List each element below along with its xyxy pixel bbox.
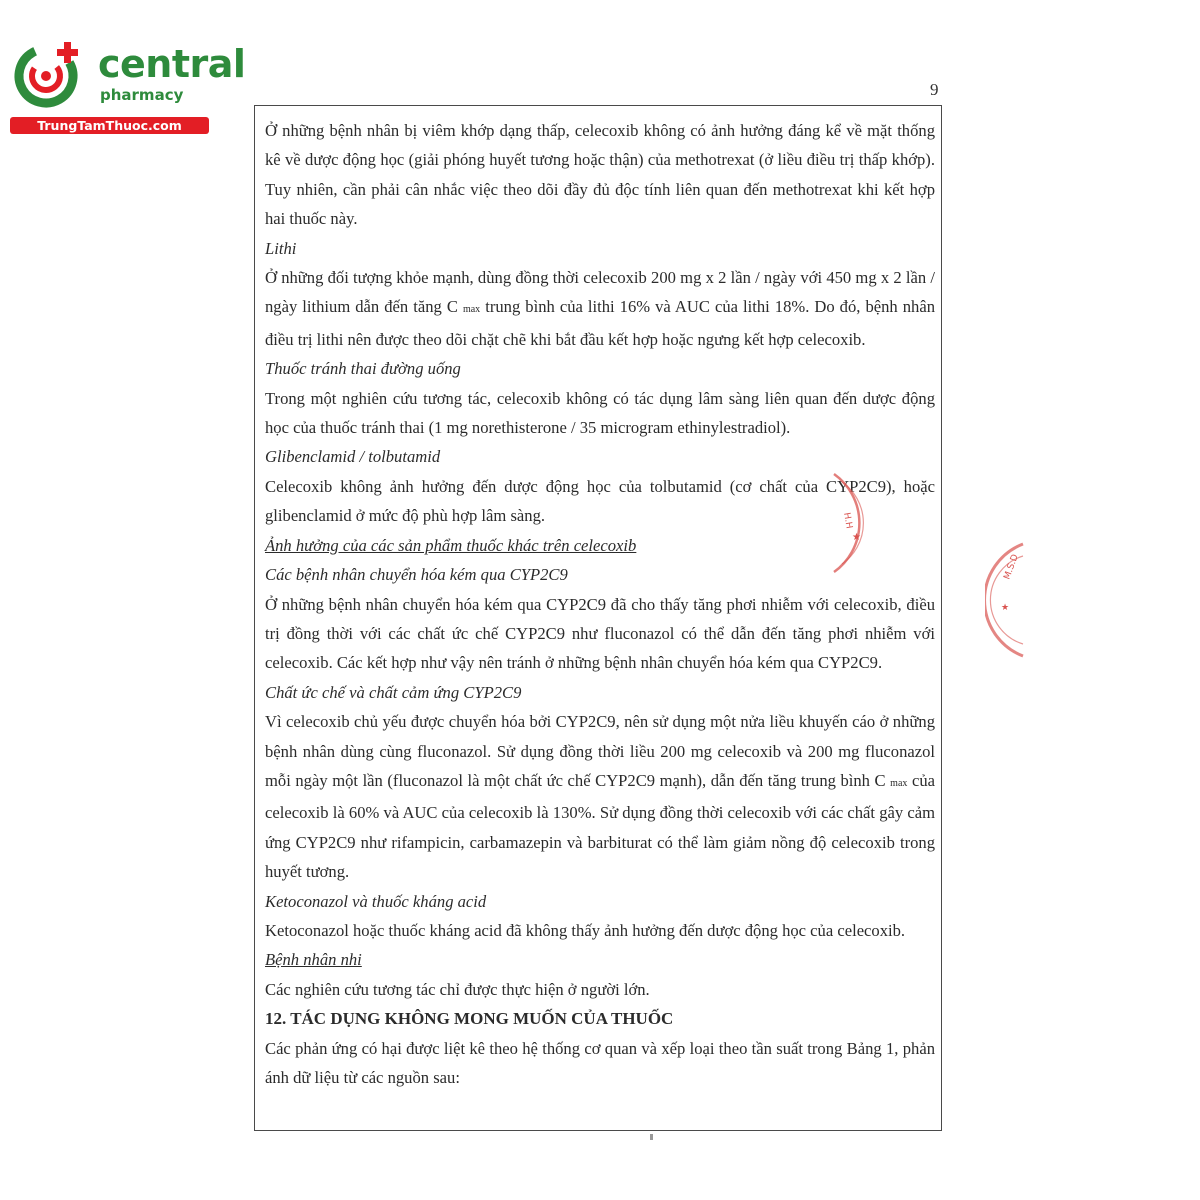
document-frame	[254, 105, 942, 1131]
paragraph-cyp2c9-part2: của celecoxib là 60% và AUC của celecoxib là 130%. Sử dụng đồng thời celecoxib với các chất gây cảm ứng CYP2C9 như rifampicin, carbamazepin và barbiturat có thể làm giảm nồng độ celecoxib trong huyết tương.	[265, 770, 935, 882]
brand-logo	[10, 38, 246, 138]
paragraph-glibenclamid: Celecoxib không ảnh hưởng đến dược động học của tolbutamid (cơ chất của CYP2C9), hoặc glibenclamid ở mức độ phù hợp lâm sàng.	[265, 476, 935, 526]
heading-pediatric: Bệnh nhân nhi	[265, 950, 362, 970]
stamp-partial-large	[985, 540, 1025, 660]
stamp-partial-small	[830, 468, 870, 578]
paragraph-contraceptive: Trong một nghiên cứu tương tác, celecoxib không có tác dụng lâm sàng liên quan đến dược động học của thuốc tránh thai (1 mg norethisterone / 35 microgram ethinylestradiol).	[265, 388, 935, 438]
brand-subtitle: pharmacy	[100, 86, 184, 104]
paragraph-methotrexat: Ở những bệnh nhân bị viêm khớp dạng thấp, celecoxib không có ảnh hưởng đáng kể về mặt thống kê về dược động học (giải phóng huyết tương hoặc thận) của methotrexat (ở liều điều trị thấp khớp). Tuy nhiên, cần phải cân nhắc việc theo dõi đầy đủ độc tính liên quan đến methotrexat khi kết hợp hai thuốc này.	[265, 121, 935, 229]
paragraph-section-12: Các phản ứng có hại được liệt kê theo hệ thống cơ quan và xếp loại theo tần suất trong Bảng 1, phản ánh dữ liệu từ các nguồn sau:	[265, 1038, 935, 1087]
document-body	[265, 116, 935, 1092]
stamp-big-text: M.S.D	[1002, 553, 1021, 582]
subscript-max: max	[462, 304, 481, 316]
subscript-max: max	[890, 777, 908, 789]
heading-glibenclamid: Glibenclamid / tolbutamid	[265, 447, 441, 467]
paragraph-cyp2c9-part1: Vì celecoxib chủ yếu được chuyển hóa bởi CYP2C9, nên sử dụng một nửa liều khuyến cáo ở những bệnh nhân dùng cùng fluconazol. Sử dụng đồng thời liều 200 mg celecoxib và 200 mg fluconazol mỗi ngày một lần (fluconazol là một chất ức chế CYP2C9 mạnh), dẫn đến tăng trung bình C	[265, 712, 935, 790]
heading-ketoconazol: Ketoconazol và thuốc kháng acid	[265, 891, 487, 911]
central-pharmacy-logo-icon	[12, 38, 84, 110]
paragraph-pediatric: Các nghiên cứu tương tác chỉ được thực hiện ở người lớn.	[265, 979, 650, 999]
paragraph-lithi	[265, 263, 935, 354]
stamp-small-text: H.H	[841, 511, 854, 530]
heading-lithi: Lithi	[265, 238, 297, 258]
paragraph-cyp2c9-inhibitors	[265, 707, 935, 886]
page-number: 9	[930, 80, 939, 99]
heading-poor-metabolizers: Các bệnh nhân chuyển hóa kém qua CYP2C9	[265, 565, 568, 585]
heading-other-drug-effects: Ảnh hưởng của các sản phẩm thuốc khác trên celecoxib	[265, 535, 637, 555]
section-heading-12: 12. TÁC DỤNG KHÔNG MONG MUỐN CỦA THUỐC	[265, 1009, 674, 1029]
stamp-star-icon: ★	[1001, 602, 1010, 612]
brand-url-badge: TrungTamThuoc.com	[10, 117, 209, 134]
scan-mark	[650, 1134, 653, 1140]
brand-name: central	[98, 42, 246, 86]
stamp-star-icon: ★	[852, 532, 861, 543]
heading-contraceptive: Thuốc tránh thai đường uống	[265, 359, 461, 379]
paragraph-ketoconazol: Ketoconazol hoặc thuốc kháng acid đã không thấy ảnh hưởng đến dược động học của celecoxib.	[265, 920, 906, 940]
paragraph-lithi-part1: Ở những đối tượng khỏe mạnh, dùng đồng thời celecoxib 200 mg x 2 lần / ngày với 450 mg x 2 lần / ngày lithium dẫn đến tăng C	[265, 268, 935, 317]
paragraph-lithi-part2: trung bình của lithi 16% và AUC của lithi 18%. Do đó, bệnh nhân điều trị lithi nên được theo dõi chặt chẽ khi bắt đầu kết hợp hoặc ngưng kết hợp celecoxib.	[265, 297, 936, 349]
heading-cyp2c9-inhibitors: Chất ức chế và chất cảm ứng CYP2C9	[265, 682, 522, 702]
paragraph-poor-metabolizers: Ở những bệnh nhân chuyển hóa kém qua CYP2C9 đã cho thấy tăng phơi nhiễm với celecoxib, điều trị đồng thời với các chất ức chế CYP2C9 như fluconazol có thể dẫn đến tăng phơi nhiễm với celecoxib. Các kết hợp như vậy nên tránh ở những bệnh nhân chuyển hóa kém qua CYP2C9.	[265, 594, 935, 673]
